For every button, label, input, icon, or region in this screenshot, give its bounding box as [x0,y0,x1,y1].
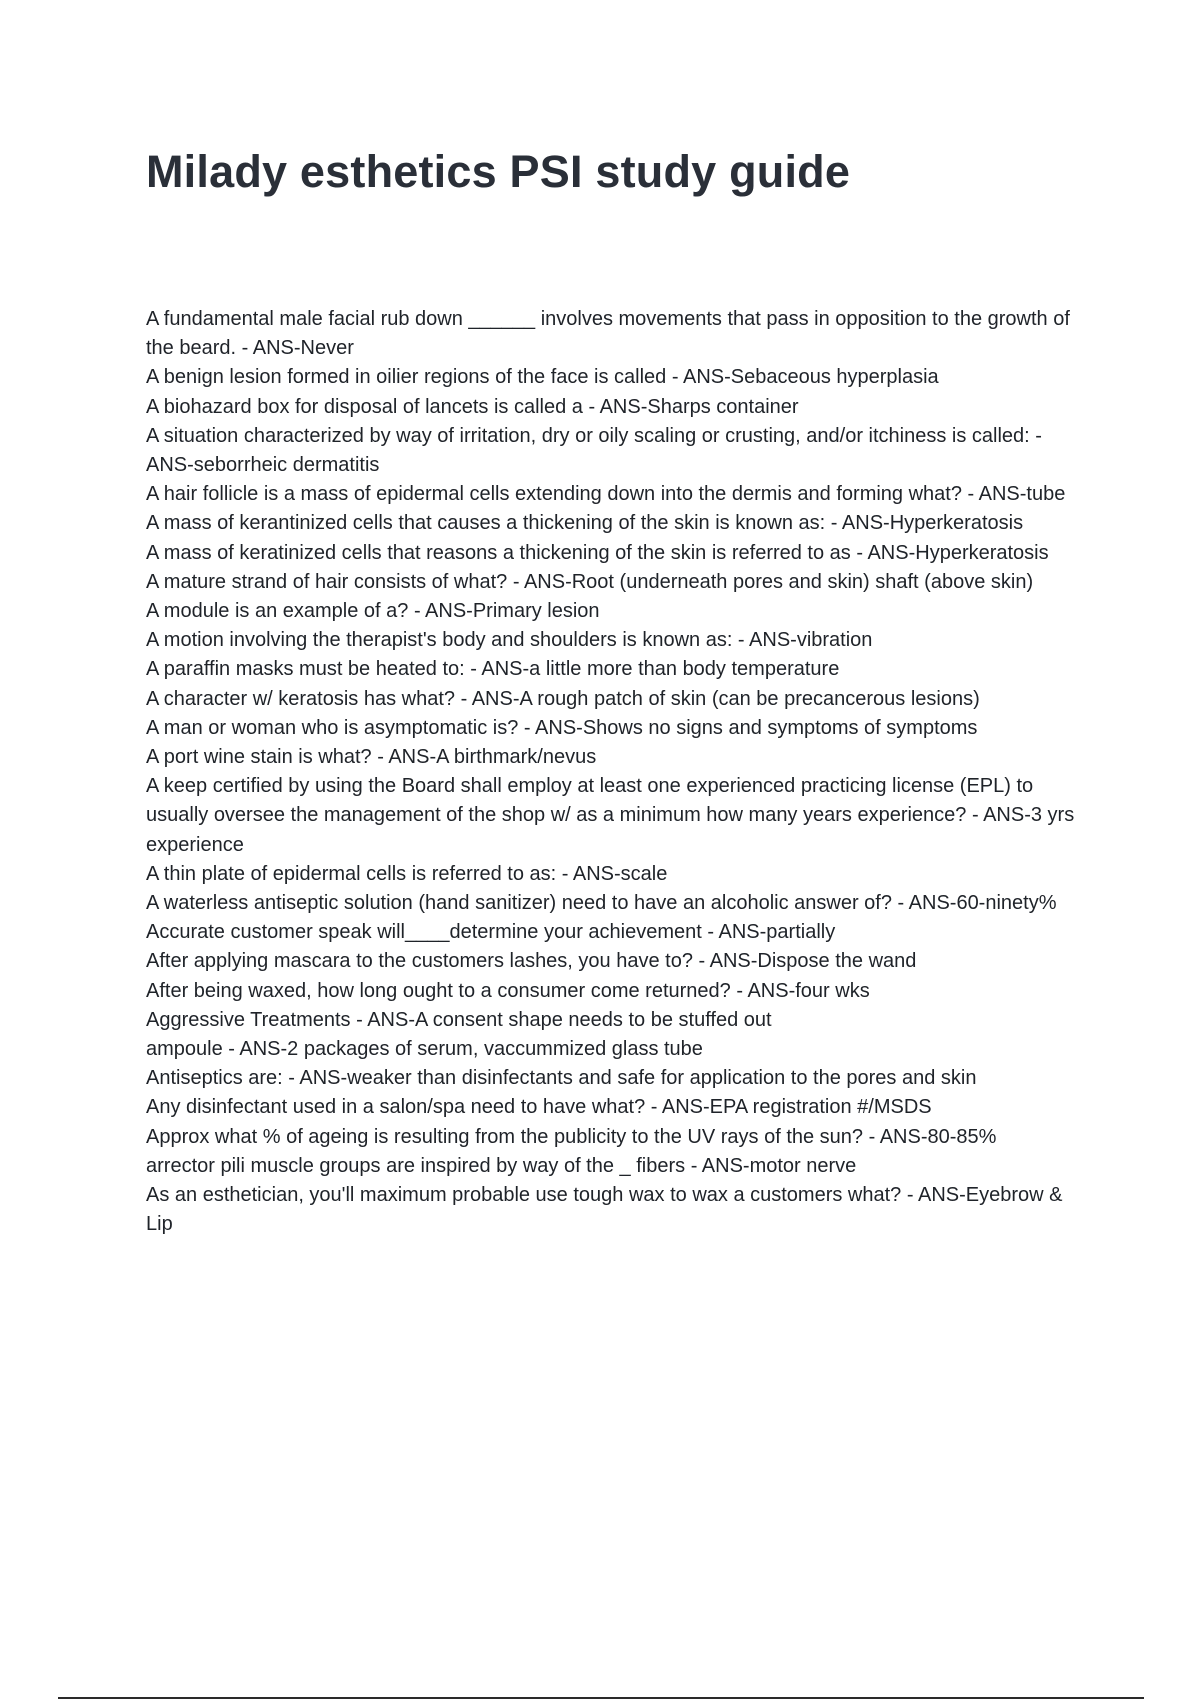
qa-entry: A fundamental male facial rub down ______ involves movements that pass in opposition to the growth of the beard. - ANS-Never [146,308,1070,360]
qa-entry: A waterless antiseptic solution (hand sanitizer) need to have an alcoholic answer of? - ANS-60-ninety% [146,892,1057,915]
qa-entry: A character w/ keratosis has what? - ANS-A rough patch of skin (can be precancerous lesions) [146,687,980,710]
qa-entry: A mature strand of hair consists of what? - ANS-Root (underneath pores and skin) shaft (above skin) [146,570,1034,593]
qa-entry: Approx what % of ageing is resulting from the publicity to the UV rays of the sun? - ANS-80-85% [146,1125,997,1148]
document-title: Milady esthetics PSI study guide [146,146,851,197]
qa-entry: Any disinfectant used in a salon/spa need to have what? - ANS-EPA registration #/MSDS [146,1096,932,1119]
qa-entry: A thin plate of epidermal cells is referred to as: - ANS-scale [146,862,668,885]
qa-entry: A port wine stain is what? - ANS-A birthmark/nevus [146,746,597,769]
qa-entry: Aggressive Treatments - ANS-A consent shape needs to be stuffed out [146,1008,772,1031]
qa-entry: A biohazard box for disposal of lancets is called a - ANS-Sharps container [146,395,799,418]
qa-entry: After applying mascara to the customers lashes, you have to? - ANS-Dispose the wand [146,950,917,973]
qa-entry: Accurate customer speak will____determine your achievement - ANS-partially [146,921,836,944]
qa-entry: A situation characterized by way of irritation, dry or oily scaling or crusting, and/or itchiness is called: - ANS-seborrheic dermatitis [146,424,1042,477]
qa-entry: ampoule - ANS-2 packages of serum, vaccummized glass tube [146,1038,703,1061]
qa-entry: After being waxed, how long ought to a consumer come returned? - ANS-four wks [146,979,870,1002]
qa-entry: A paraffin masks must be heated to: - ANS-a little more than body temperature [146,658,840,681]
qa-entry: A man or woman who is asymptomatic is? - ANS-Shows no signs and symptoms of symptoms [146,716,978,739]
qa-entry: arrector pili muscle groups are inspired by way of the _ fibers - ANS-motor nerve [146,1154,857,1177]
qa-list [146,305,1086,1240]
qa-entry: A mass of kerantinized cells that causes a thickening of the skin is known as: - ANS-Hyperkeratosis [146,512,1024,535]
qa-entry: Antiseptics are: - ANS-weaker than disinfectants and safe for application to the pores and skin [146,1067,977,1090]
qa-entry: A benign lesion formed in oilier regions of the face is called - ANS-Sebaceous hyperplasia [146,366,939,389]
qa-entry: A mass of keratinized cells that reasons a thickening of the skin is referred to as - ANS-Hyperkeratosis [146,541,1049,564]
qa-entry: A hair follicle is a mass of epidermal cells extending down into the dermis and forming what? - ANS-tube [146,483,1066,506]
qa-entry: A module is an example of a? - ANS-Primary lesion [146,600,600,623]
qa-entry: As an esthetician, you'll maximum probable use tough wax to wax a customers what? - ANS-Eyebrow & Lip [146,1184,1063,1236]
qa-entry: A motion involving the therapist's body and shoulders is known as: - ANS-vibration [146,629,873,652]
qa-entry: A keep certified by using the Board shall employ at least one experienced practicing license (EPL) to usually oversee the management of the shop w/ as a minimum how many years experience? - ANS-3 yrs experience [146,775,1075,856]
footer-divider [58,1697,1144,1699]
